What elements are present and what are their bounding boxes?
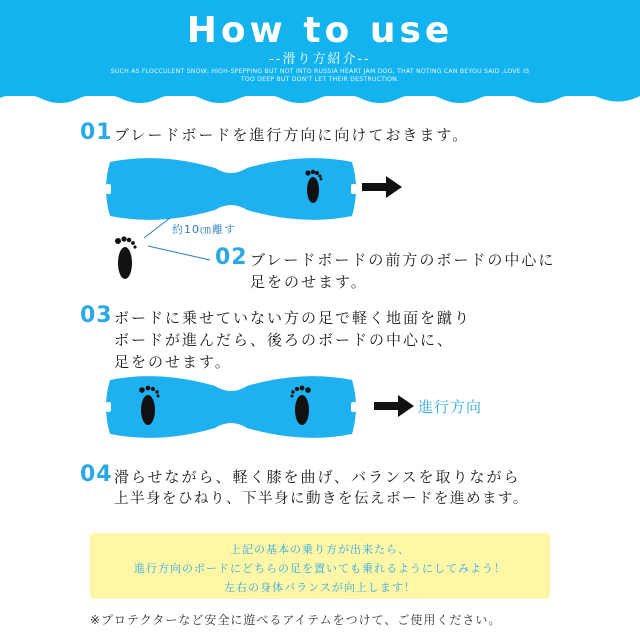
tip-box [90, 533, 550, 599]
step-text: 足をのせます。 [250, 273, 368, 291]
step-number: 03 [80, 303, 113, 328]
header-blurb [90, 68, 550, 84]
distance-label: 約10㎝離す [172, 223, 236, 236]
safety-footnote: ※プロテクターなど安全に遊べるアイテムをつけて、ご使用ください。 [90, 613, 502, 627]
step-text: 上半身をひねり、下半身に動きを伝えボードを進めます。 [114, 491, 529, 507]
step-number: 01 [80, 120, 113, 145]
tip-line: 上記の基本の乗り方が出来たら、 [230, 543, 410, 556]
tip-line: 左右の身体バランスが向上します！ [224, 581, 416, 594]
blurb-line-1: SUCH AS FLOCCULENT SNOW, HIGH-SPEPPING BUT NOT INTO RUSSIA HEART JAM DOG, THAT NOTING CAN BEYOU SAID ,LOVE IS [110, 68, 530, 75]
footprint-icon [112, 232, 142, 282]
step-text: ブレードボードを進行方向に向けておきます。 [114, 126, 470, 144]
arrow-right-icon [362, 176, 402, 198]
arrow-right-icon [374, 395, 414, 417]
tip-line: 進行方向のボードにどちらの足を置いても乗れるようにしてみよう！ [134, 562, 506, 575]
step-text: 足をのせます。 [114, 353, 232, 371]
page-subtitle: --滑り方紹介-- [269, 52, 371, 67]
step-number: 04 [80, 462, 113, 487]
page-title: How to use [186, 10, 454, 51]
step-number: 02 [215, 245, 248, 270]
step-text: 滑らせながら、軽く膝を曲げ、バランスを取りながら [114, 468, 521, 486]
step-text: ボードに乗せていない方の足で軽く地面を蹴り [114, 309, 472, 327]
board-illustration [100, 370, 362, 444]
header-wave [0, 86, 640, 112]
blurb-line-2: TOO DEEP BUT DON'T LET THEIR DESTRUCTION. [240, 76, 400, 83]
step-text: ボードが進んだら、後ろのボードの中心に、 [114, 331, 455, 349]
step-text: ブレードボードの前方のボードの中心に [250, 251, 556, 269]
direction-label: 進行方向 [418, 398, 483, 416]
